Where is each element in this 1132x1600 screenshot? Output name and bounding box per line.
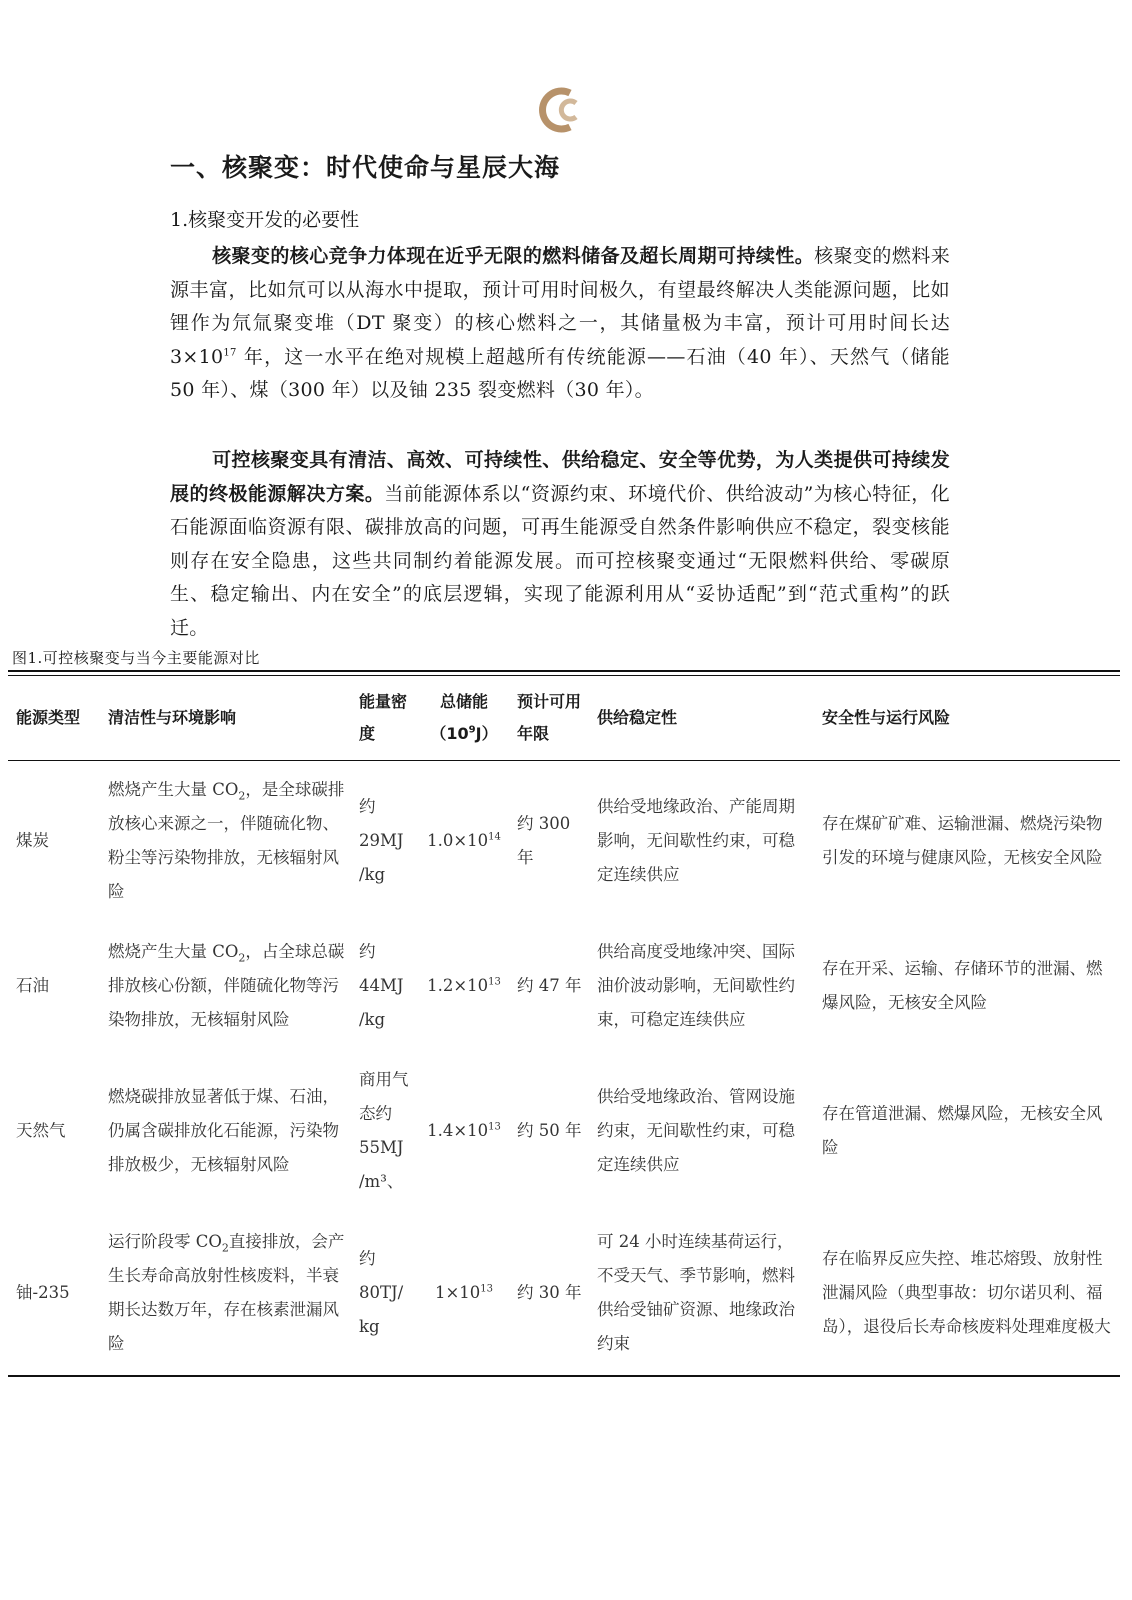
- cell-density: 约 44MJ /kg: [359, 942, 404, 1029]
- cell-years: 约 47 年: [517, 976, 582, 995]
- paragraph-text: 当前能源体系以“资源约束、环境代价、供给波动”为核心特征，化石能源面临资源有限、碳排放高的问题，可再生能源受自然条件影响供应不稳定，裂变核能则存在安全隐患，这些共同制约着能源发展。而可控核聚变通过“无限燃料供给、零碳原生、稳定输出、内在安全”的底层逻辑，实现了能源利用从“妥协适配”到“范式重构”的跃迁。: [170, 482, 950, 639]
- cell-years: 约 50 年: [517, 1121, 582, 1140]
- cell-storage: $1.2\times 10^{13}$: [427, 976, 501, 995]
- cell-density: 商用气态约 55MJ /m³、: [359, 1070, 409, 1191]
- header-safety: 安全性与运行风险: [814, 676, 1120, 761]
- table-bottom-rule: [8, 1375, 1120, 1377]
- paragraph-advantages: [170, 444, 950, 645]
- cell-storage: $1.0\times 10^{14}$: [427, 831, 501, 850]
- cell-clean: 燃烧碳排放显著低于煤、石油，仍属含碳排放化石能源，污染物排放极少，无核辐射风险: [108, 1087, 339, 1174]
- cell-supply: 供给受地缘政治、管网设施约束，无间歇性约束，可稳定连续供应: [597, 1087, 795, 1174]
- paragraph-lead: 可控核聚变具有清洁、高效、可持续性、供给稳定、安全等优势，为人类提供可持续发展的终极能源解决方案。: [170, 449, 950, 505]
- cell-safety: 存在管道泄漏、燃爆风险，无核安全风险: [822, 1104, 1103, 1157]
- cell-clean: 燃烧产生大量 $CO_2$，是全球碳排放核心来源之一，伴随硫化物、粉尘等污染物排放，无核辐射风险: [108, 780, 345, 901]
- energy-comparison-table: [8, 670, 1120, 1377]
- cell-years: 约 30 年: [517, 1283, 582, 1302]
- header-type: 能源类型: [8, 676, 100, 761]
- cell-storage: $1\times 10^{13}$: [434, 1283, 494, 1302]
- paragraph-lead: 核聚变的核心竞争力体现在近乎无限的燃料储备及超长周期可持续性。: [212, 245, 815, 267]
- header-storage: 总储能$(10^9J)$: [417, 676, 509, 761]
- cell-type: 天然气: [16, 1121, 66, 1140]
- table-header-row: [8, 676, 1120, 761]
- header-supply: 供给稳定性: [589, 676, 814, 761]
- logo-icon: [536, 84, 588, 136]
- exponent: 17: [223, 347, 237, 359]
- paragraph-fuel-reserves: [170, 240, 950, 408]
- cell-storage: $1.4\times 10^{13}$: [427, 1121, 501, 1140]
- section-heading: 一、核聚变：时代使命与星辰大海: [170, 153, 561, 182]
- cell-clean: 燃烧产生大量 $CO_2$，占全球总碳排放核心份额，伴随硫化物等污染物排放，无核辐射风险: [108, 942, 345, 1029]
- header-years: 预计可用年限: [509, 676, 589, 761]
- cell-safety: 存在临界反应失控、堆芯熔毁、放射性泄漏风险（典型事故：切尔诺贝利、福岛），退役后长寿命核废料处理难度极大: [822, 1249, 1111, 1336]
- cell-safety: 存在煤矿矿难、运输泄漏、燃烧污染物引发的环境与健康风险，无核安全风险: [822, 814, 1103, 867]
- cell-type: 铀-235: [16, 1283, 70, 1302]
- cell-density: 约 29MJ /kg: [359, 797, 404, 884]
- paragraph-text: 核聚变的燃料来源丰富，比如氘可以从海水中提取，预计可用时间极久，有望最终解决人类能源问题，比如锂作为氘氚聚变堆（DT 聚变）的核心燃料之一，其储量极为丰富，预计可用时间长达 3×10: [170, 245, 950, 368]
- subsection-heading: 1.核聚变开发的必要性: [170, 209, 360, 231]
- header-clean: 清洁性与环境影响: [100, 676, 351, 761]
- cell-safety: 存在开采、运输、存储环节的泄漏、燃爆风险，无核安全风险: [822, 959, 1103, 1012]
- cell-clean: 运行阶段零 $CO_2$直接排放，会产生长寿命高放射性核废料，半衰期长达数万年，存在核素泄漏风险: [108, 1232, 345, 1353]
- cell-density: 约 80TJ/ kg: [359, 1249, 404, 1336]
- cell-type: 煤炭: [16, 831, 49, 850]
- figure-caption: 图1.可控核聚变与当今主要能源对比: [12, 649, 260, 667]
- cell-supply: 供给高度受地缘冲突、国际油价波动影响，无间歇性约束，可稳定连续供应: [597, 942, 795, 1029]
- table-row: [8, 1051, 1120, 1213]
- cell-type: 石油: [16, 976, 49, 995]
- table-row: [8, 1213, 1120, 1375]
- table-row: [8, 923, 1120, 1051]
- header-density: 能量密度: [351, 676, 417, 761]
- cell-supply: 供给受地缘政治、产能周期影响，无间歇性约束，可稳定连续供应: [597, 797, 795, 884]
- paragraph-text: 年，这一水平在绝对规模上超越所有传统能源——石油（40 年）、天然气（储能 50 年）、煤（300 年）以及铀 235 裂变燃料（30 年）。: [170, 345, 950, 401]
- table-row: [8, 761, 1120, 924]
- cell-years: 约 300 年: [517, 814, 571, 867]
- cell-supply: 可 24 小时连续基荷运行，不受天气、季节影响，燃料供给受铀矿资源、地缘政治约束: [597, 1232, 795, 1353]
